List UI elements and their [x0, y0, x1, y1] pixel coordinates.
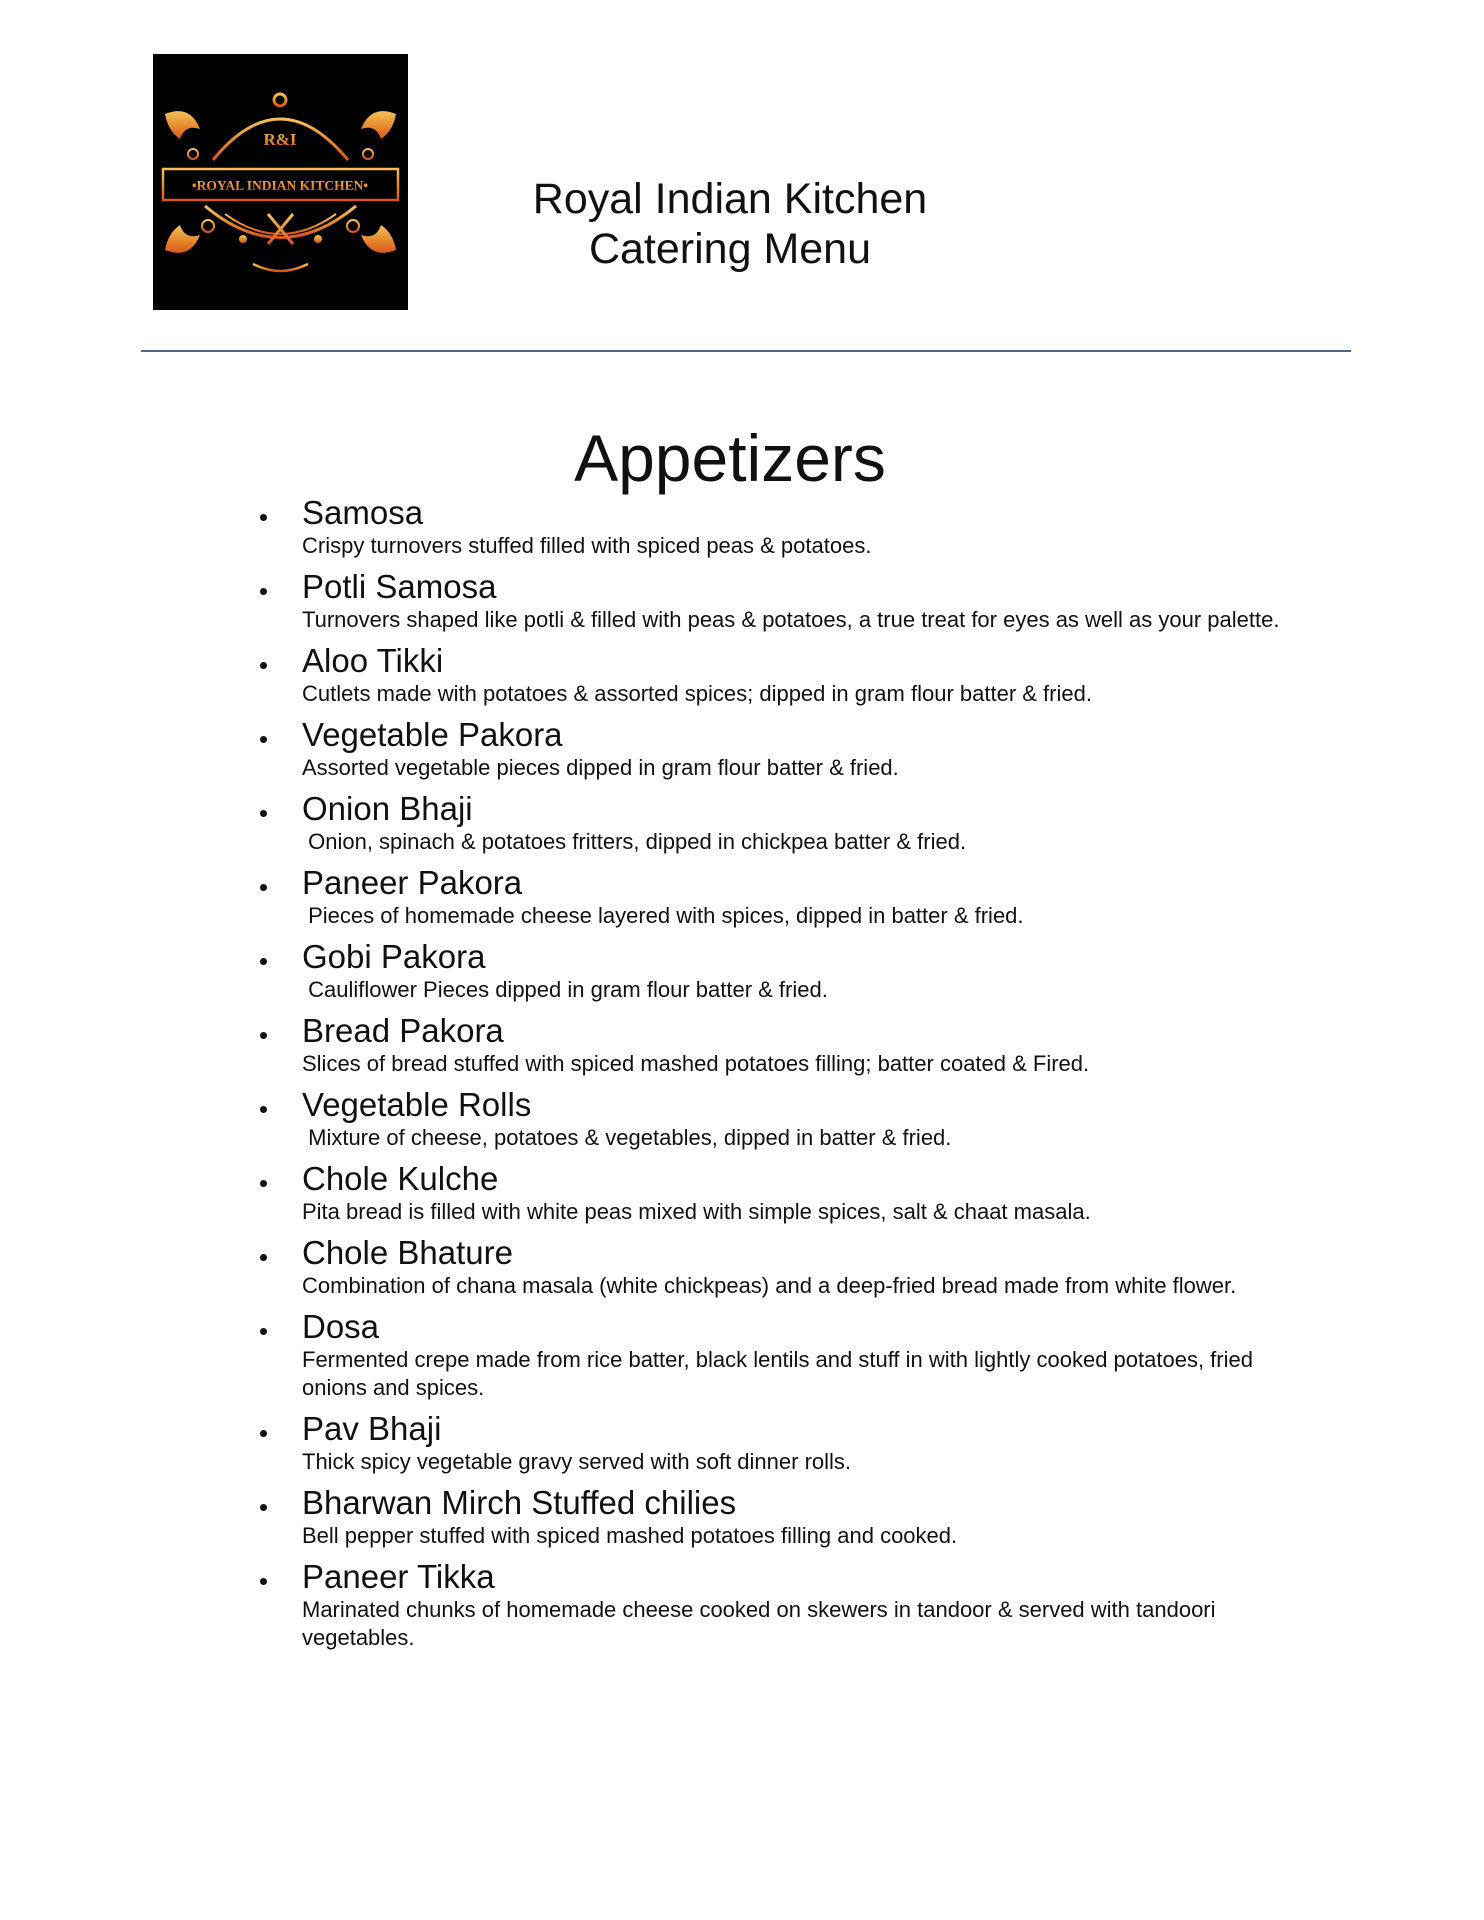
page-title — [420, 174, 1040, 274]
item-name: Pav Bhaji — [302, 1410, 442, 1447]
item-description: Turnovers shaped like potli & filled with peas & potatoes, a true treat for eyes as well as your palette. — [302, 607, 1280, 632]
item-name: Samosa — [302, 494, 424, 531]
bullet-icon — [260, 514, 267, 521]
item-name: Bharwan Mirch Stuffed chilies — [302, 1484, 737, 1521]
item-description: Cauliflower Pieces dipped in gram flour batter & fried. — [302, 977, 828, 1002]
menu-item — [254, 638, 1294, 708]
bullet-icon — [260, 1254, 267, 1261]
item-description: Cutlets made with potatoes & assorted spices; dipped in gram flour batter & fried. — [302, 681, 1092, 706]
bullet-icon — [260, 1106, 267, 1113]
bullet-icon — [260, 1328, 267, 1335]
bullet-icon — [260, 1430, 267, 1437]
bullet-icon — [260, 1180, 267, 1187]
item-description: Mixture of cheese, potatoes & vegetables, dipped in batter & fried. — [302, 1125, 952, 1150]
menu-item — [254, 1230, 1294, 1300]
item-name: Dosa — [302, 1308, 380, 1345]
item-name: Paneer Tikka — [302, 1558, 495, 1595]
menu-item — [254, 1008, 1294, 1078]
menu-item — [254, 1304, 1294, 1402]
bullet-icon — [260, 810, 267, 817]
item-description: Onion, spinach & potatoes fritters, dipped in chickpea batter & fried. — [302, 829, 967, 854]
title-line-restaurant: Royal Indian Kitchen — [532, 175, 928, 223]
bullet-icon — [260, 958, 267, 965]
item-description: Bell pepper stuffed with spiced mashed potatoes filling and cooked. — [302, 1523, 958, 1548]
bullet-icon — [260, 736, 267, 743]
section-title: Appetizers — [574, 421, 886, 495]
item-description: Thick spicy vegetable gravy served with soft dinner rolls. — [302, 1449, 852, 1474]
logo-name: •ROYAL INDIAN KITCHEN• — [191, 178, 369, 193]
menu-item — [254, 564, 1294, 634]
menu-item — [254, 1554, 1294, 1652]
menu-item — [254, 860, 1294, 930]
bullet-icon — [260, 662, 267, 669]
item-name: Onion Bhaji — [302, 790, 473, 827]
item-name: Vegetable Rolls — [302, 1086, 532, 1123]
item-description: Pieces of homemade cheese layered with spices, dipped in batter & fried. — [302, 903, 1024, 928]
item-name: Gobi Pakora — [302, 938, 486, 975]
menu-item — [254, 1082, 1294, 1152]
item-name: Potli Samosa — [302, 568, 497, 605]
header-divider — [141, 350, 1351, 352]
logo-initials: R&I — [263, 130, 297, 149]
bullet-icon — [260, 1032, 267, 1039]
menu-item — [254, 1156, 1294, 1226]
title-line-menu: Catering Menu — [588, 225, 872, 273]
appetizer-list — [254, 490, 1294, 1656]
item-description: Slices of bread stuffed with spiced mashed potatoes filling; batter coated & Fired. — [302, 1051, 1090, 1076]
menu-item — [254, 934, 1294, 1004]
item-name: Vegetable Pakora — [302, 716, 563, 753]
item-description: Crispy turnovers stuffed filled with spiced peas & potatoes. — [302, 533, 872, 558]
bullet-icon — [260, 884, 267, 891]
item-name: Chole Kulche — [302, 1160, 499, 1197]
item-name: Bread Pakora — [302, 1012, 504, 1049]
menu-item — [254, 490, 1294, 560]
item-name: Paneer Pakora — [302, 864, 523, 901]
item-description: Fermented crepe made from rice batter, black lentils and stuff in with lightly cooked potatoes, fried onions and spices. — [302, 1347, 1260, 1400]
item-description: Assorted vegetable pieces dipped in gram flour batter & fried. — [302, 755, 899, 780]
logo-emblem — [153, 54, 408, 310]
bullet-icon — [260, 588, 267, 595]
bullet-icon — [260, 1504, 267, 1511]
restaurant-logo — [153, 54, 408, 310]
menu-item — [254, 1406, 1294, 1476]
menu-item — [254, 712, 1294, 782]
bullet-icon — [260, 1578, 267, 1585]
menu-item — [254, 1480, 1294, 1550]
item-description: Marinated chunks of homemade cheese cooked on skewers in tandoor & served with tandoori vegetables. — [302, 1597, 1222, 1650]
menu-item — [254, 786, 1294, 856]
item-description: Pita bread is filled with white peas mixed with simple spices, salt & chaat masala. — [302, 1199, 1091, 1224]
item-name: Chole Bhature — [302, 1234, 513, 1271]
item-name: Aloo Tikki — [302, 642, 444, 679]
item-description: Combination of chana masala (white chickpeas) and a deep-fried bread made from white flower. — [302, 1273, 1237, 1298]
